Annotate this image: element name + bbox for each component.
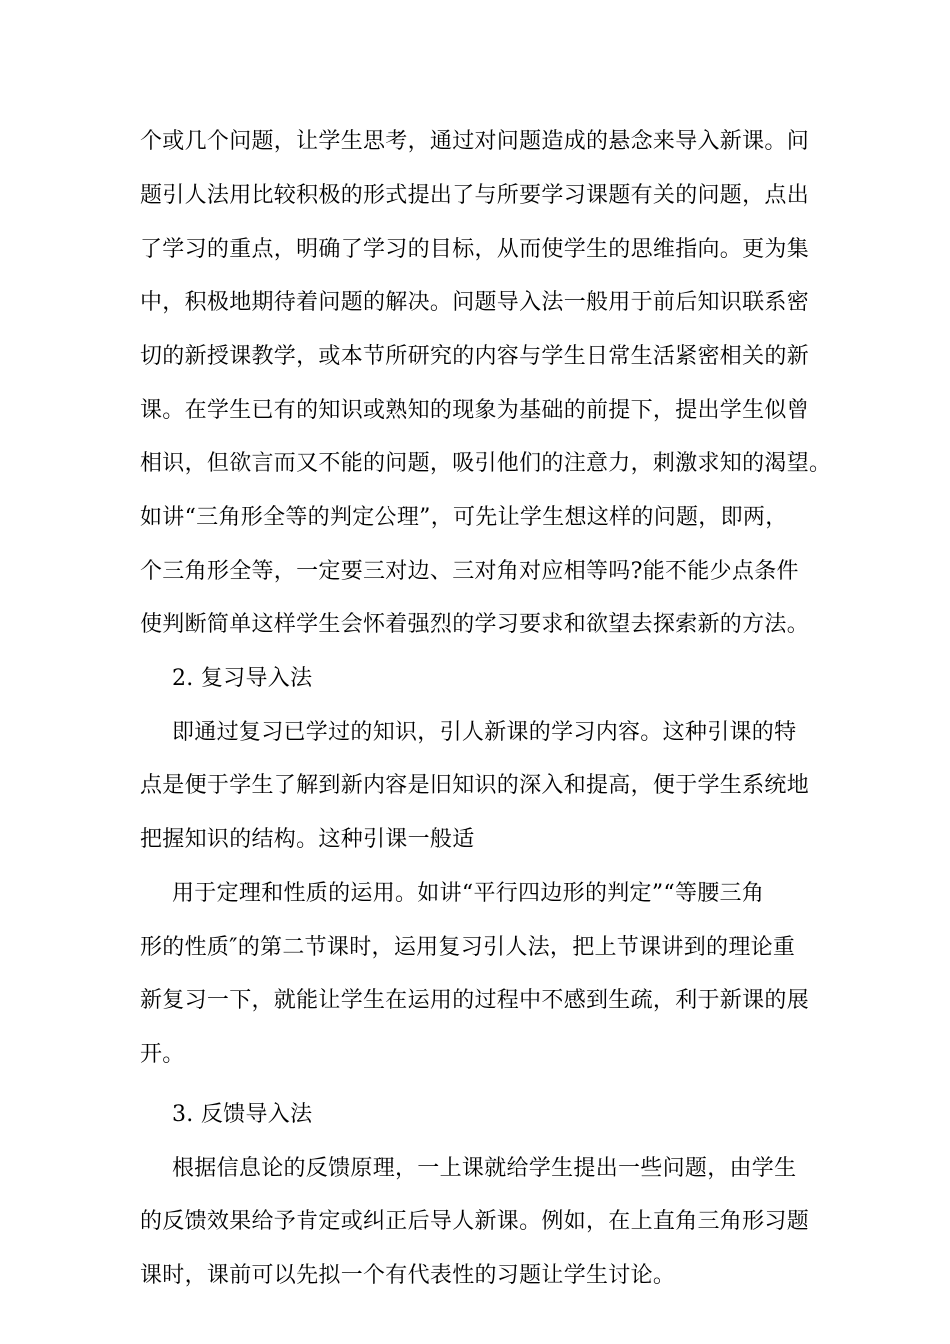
text-line: 用于定理和性质的运用。如讲“平行四边形的判定”“等腰三角 (172, 881, 765, 906)
text-line: 了学习的重点，明确了学习的目标，从而使学生的思维指向。更为集 (140, 237, 810, 262)
text-line: 开。 (140, 1042, 185, 1067)
text-line: 即通过复习已学过的知识，引人新课的学习内容。这种引课的特 (172, 720, 797, 745)
text-line: 相识，但欲言而又不能的问题，吸引他们的注意力，刺激求知的渴望。 (140, 451, 832, 476)
section-heading: 2. 复习导入法 (172, 666, 313, 691)
text-line: 的反馈效果给予肯定或纠正后导人新课。例如，在上直角三角形习题 (140, 1209, 810, 1234)
text-line: 使判断简单这样学生会怀着强烈的学习要求和欲望去探索新的方法。 (140, 612, 810, 637)
text-line: 点是便于学生了解到新内容是旧知识的深入和提高，便于学生系统地 (140, 773, 810, 798)
text-line: 课。在学生已有的知识或熟知的现象为基础的前提下，提出学生似曾 (140, 398, 810, 423)
text-line: 个或几个问题，让学生思考，通过对问题造成的悬念来导入新课。问 (140, 129, 810, 154)
text-line: 个三角形全等，一定要三对边、三对角对应相等吗?能不能少点条件 (140, 559, 799, 584)
text-line: 新复习一下，就能让学生在运用的过程中不感到生疏，利于新课的展 (140, 988, 810, 1013)
text-line: 把握知识的结构。这种引课一般适 (140, 827, 475, 852)
section-heading: 3. 反馈导入法 (172, 1102, 313, 1127)
text-line: 中，积极地期待着问题的解决。问题导入法一般用于前后知识联系密 (140, 290, 810, 315)
text-line: 切的新授课教学，或本节所研究的内容与学生日常生活紧密相关的新 (140, 344, 810, 369)
text-line: 课时，课前可以先拟一个有代表性的习题让学生讨论。 (140, 1263, 676, 1288)
text-line: 题引人法用比较积极的形式提出了与所要学习课题有关的问题，点出 (140, 183, 810, 208)
text-line: 如讲“三角形全等的判定公理”，可先让学生想这样的问题，即两， (140, 505, 788, 530)
text-line: 形的性质″的第二节课时，运用复习引人法，把上节课讲到的理论重 (140, 935, 796, 960)
text-line: 根据信息论的反馈原理，一上课就给学生提出一些问题，由学生 (172, 1156, 797, 1181)
